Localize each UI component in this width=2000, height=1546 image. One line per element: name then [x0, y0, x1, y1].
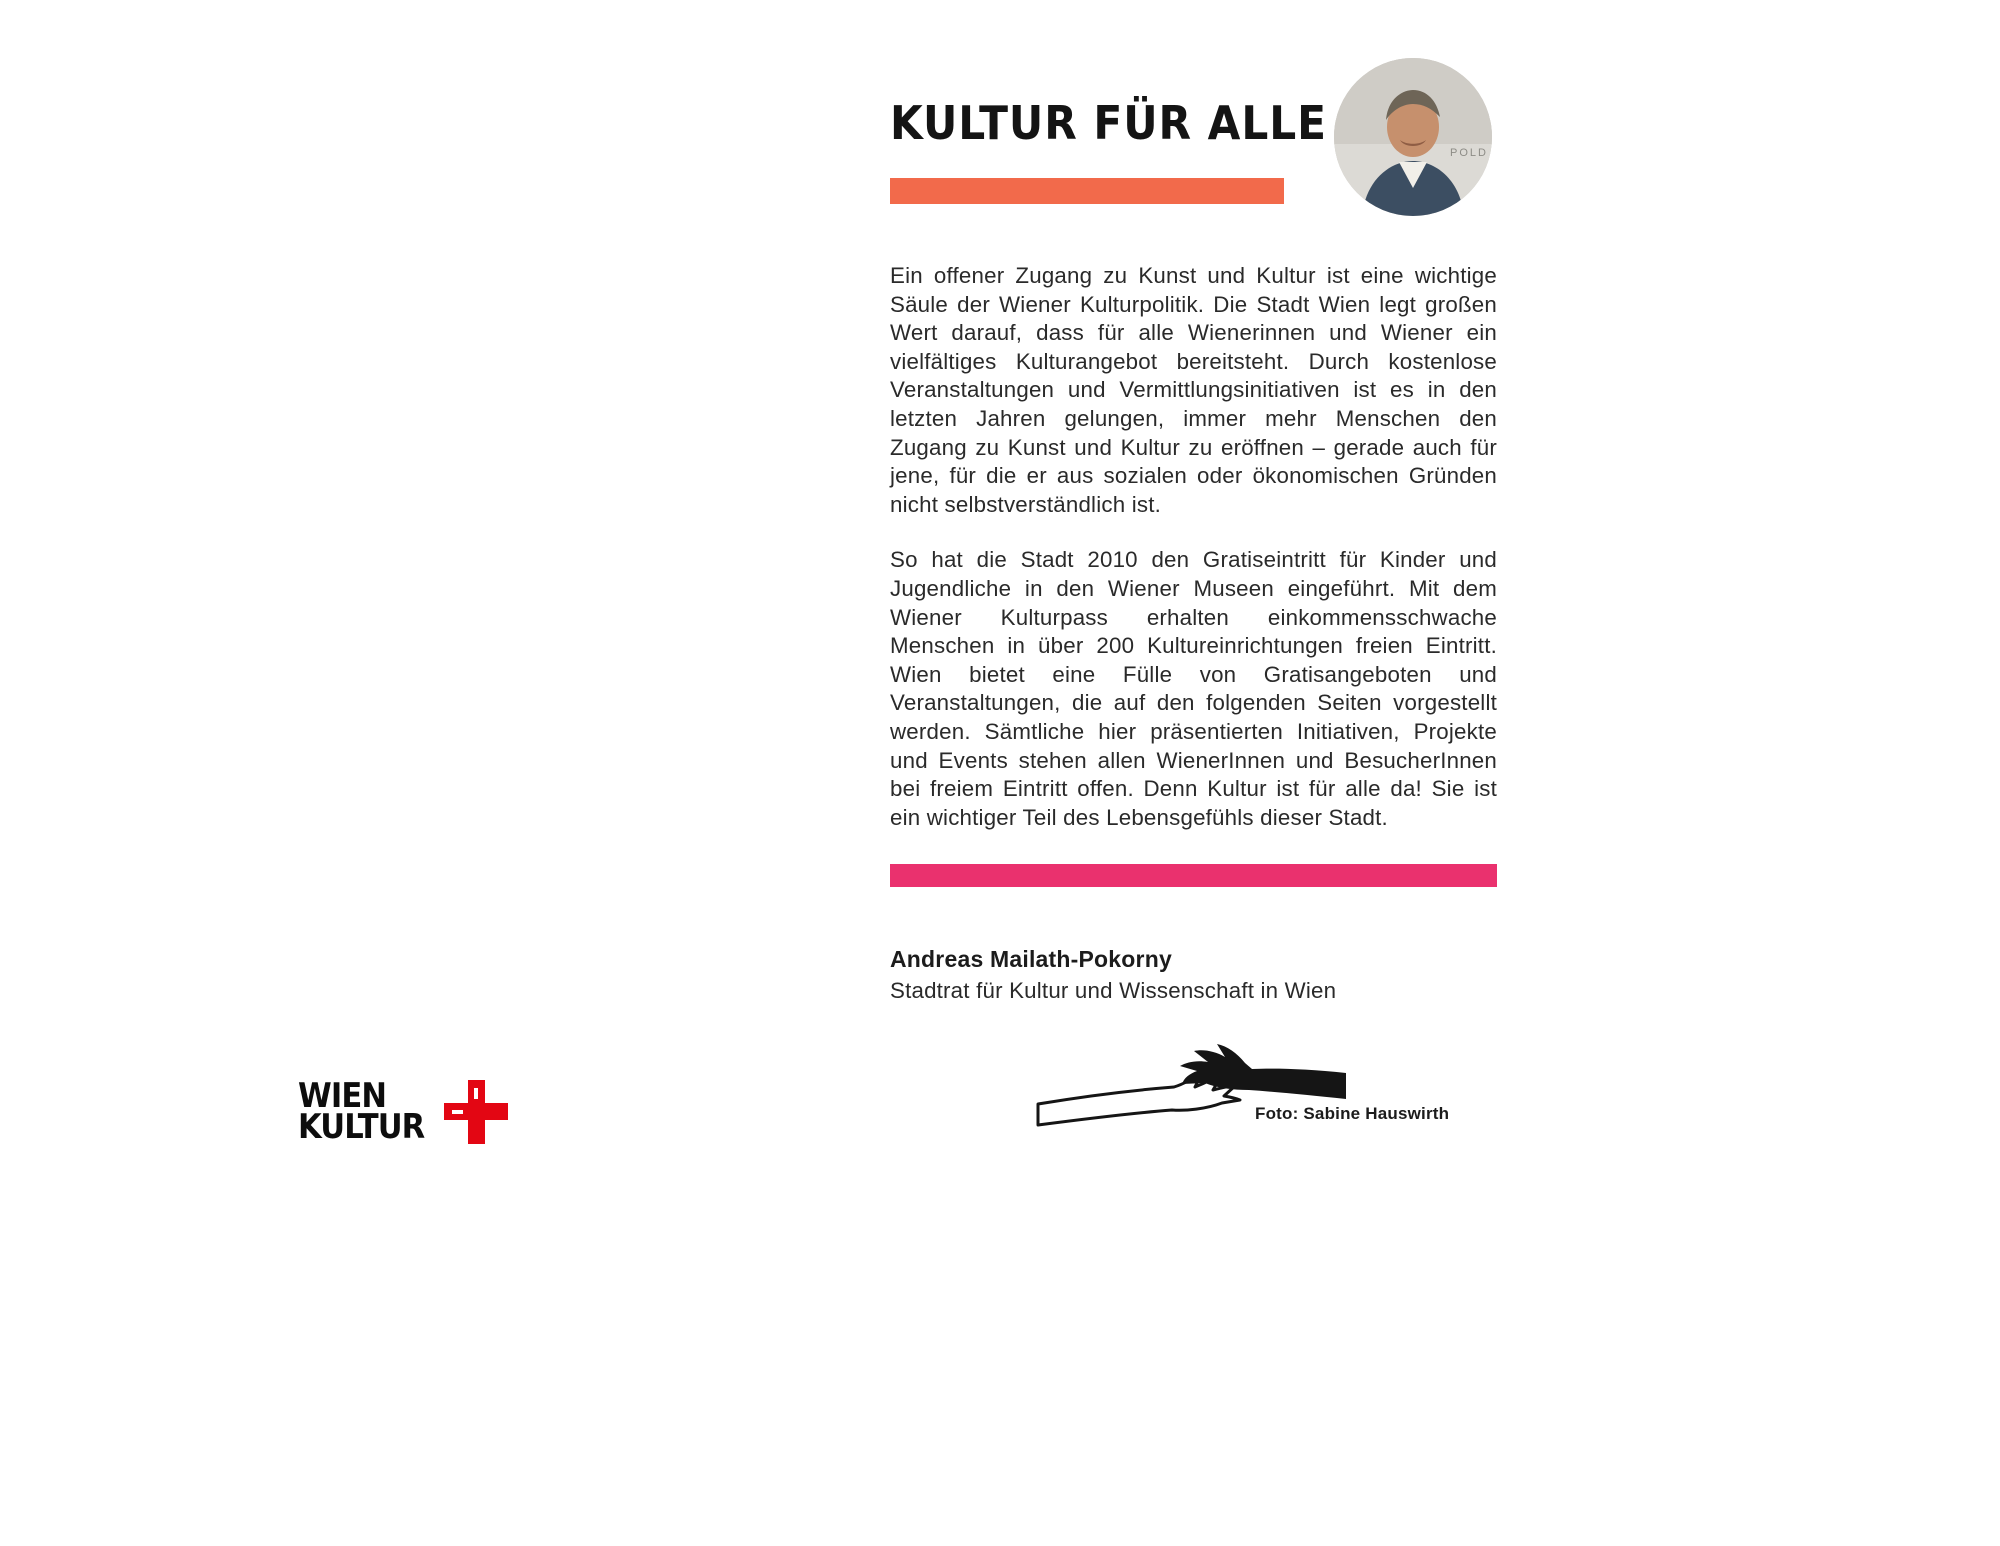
- logo-text-wien: WIEN: [298, 1075, 387, 1116]
- body-text: [890, 262, 1497, 859]
- page-title: KULTUR FÜR ALLE: [890, 96, 1327, 150]
- logo-text-kultur: KULTUR: [298, 1107, 425, 1147]
- photo-credit: Foto: Sabine Hauswirth: [1255, 1104, 1450, 1123]
- logo-cross-icon: [444, 1080, 508, 1144]
- logo-wordmark: [298, 1075, 438, 1147]
- signature-role: Stadtrat für Kultur und Wissenschaft in Wien: [890, 978, 1337, 1003]
- signature-name: Andreas Mailath-Pokorny: [890, 946, 1172, 972]
- orange-divider: [890, 178, 1284, 204]
- body-paragraph-2: So hat die Stadt 2010 den Gratiseintritt für Kinder und Jugendliche in den Wiener Museen eingeführt. Mit dem Wiener Kulturpass erhalten einkommensschwache Menschen in über 200 Kultureinrichtungen freien Eintritt. Wien bietet eine Fülle von Gratisangeboten und Veranstaltungen, die auf den folgenden Seiten vorgestellt werden. Sämtliche hier präsentierten Initiativen, Projekte und Events stehen allen WienerInnen und BesucherInnen bei freiem Eintritt offen. Denn Kultur ist für alle da! Sie ist ein wichtiger Teil des Lebensgefühls dieser Stadt.: [890, 547, 1497, 830]
- body-paragraph-1: Ein offener Zugang zu Kunst und Kultur ist eine wichtige Säule der Wiener Kulturpolitik. Die Stadt Wien legt großen Wert darauf, dass für alle Wienerinnen und Wiener ein vielfältiges Kulturangebot bereitsteht. Durch kostenlose Veranstaltungen und Vermittlungsinitiativen ist es in den letzten Jahren gelungen, immer mehr Menschen den Zugang zu Kunst und Kultur zu eröffnen – gerade auch für jene, für die er aus sozialen oder ökonomischen Gründen nicht selbstverständlich ist.: [890, 263, 1497, 517]
- wien-kultur-logo: [298, 1075, 508, 1147]
- portrait-illustration: [1334, 58, 1492, 216]
- photo-backdrop-text: POLD: [1450, 147, 1488, 159]
- pink-divider: [890, 864, 1497, 887]
- portrait-photo: [1334, 58, 1492, 216]
